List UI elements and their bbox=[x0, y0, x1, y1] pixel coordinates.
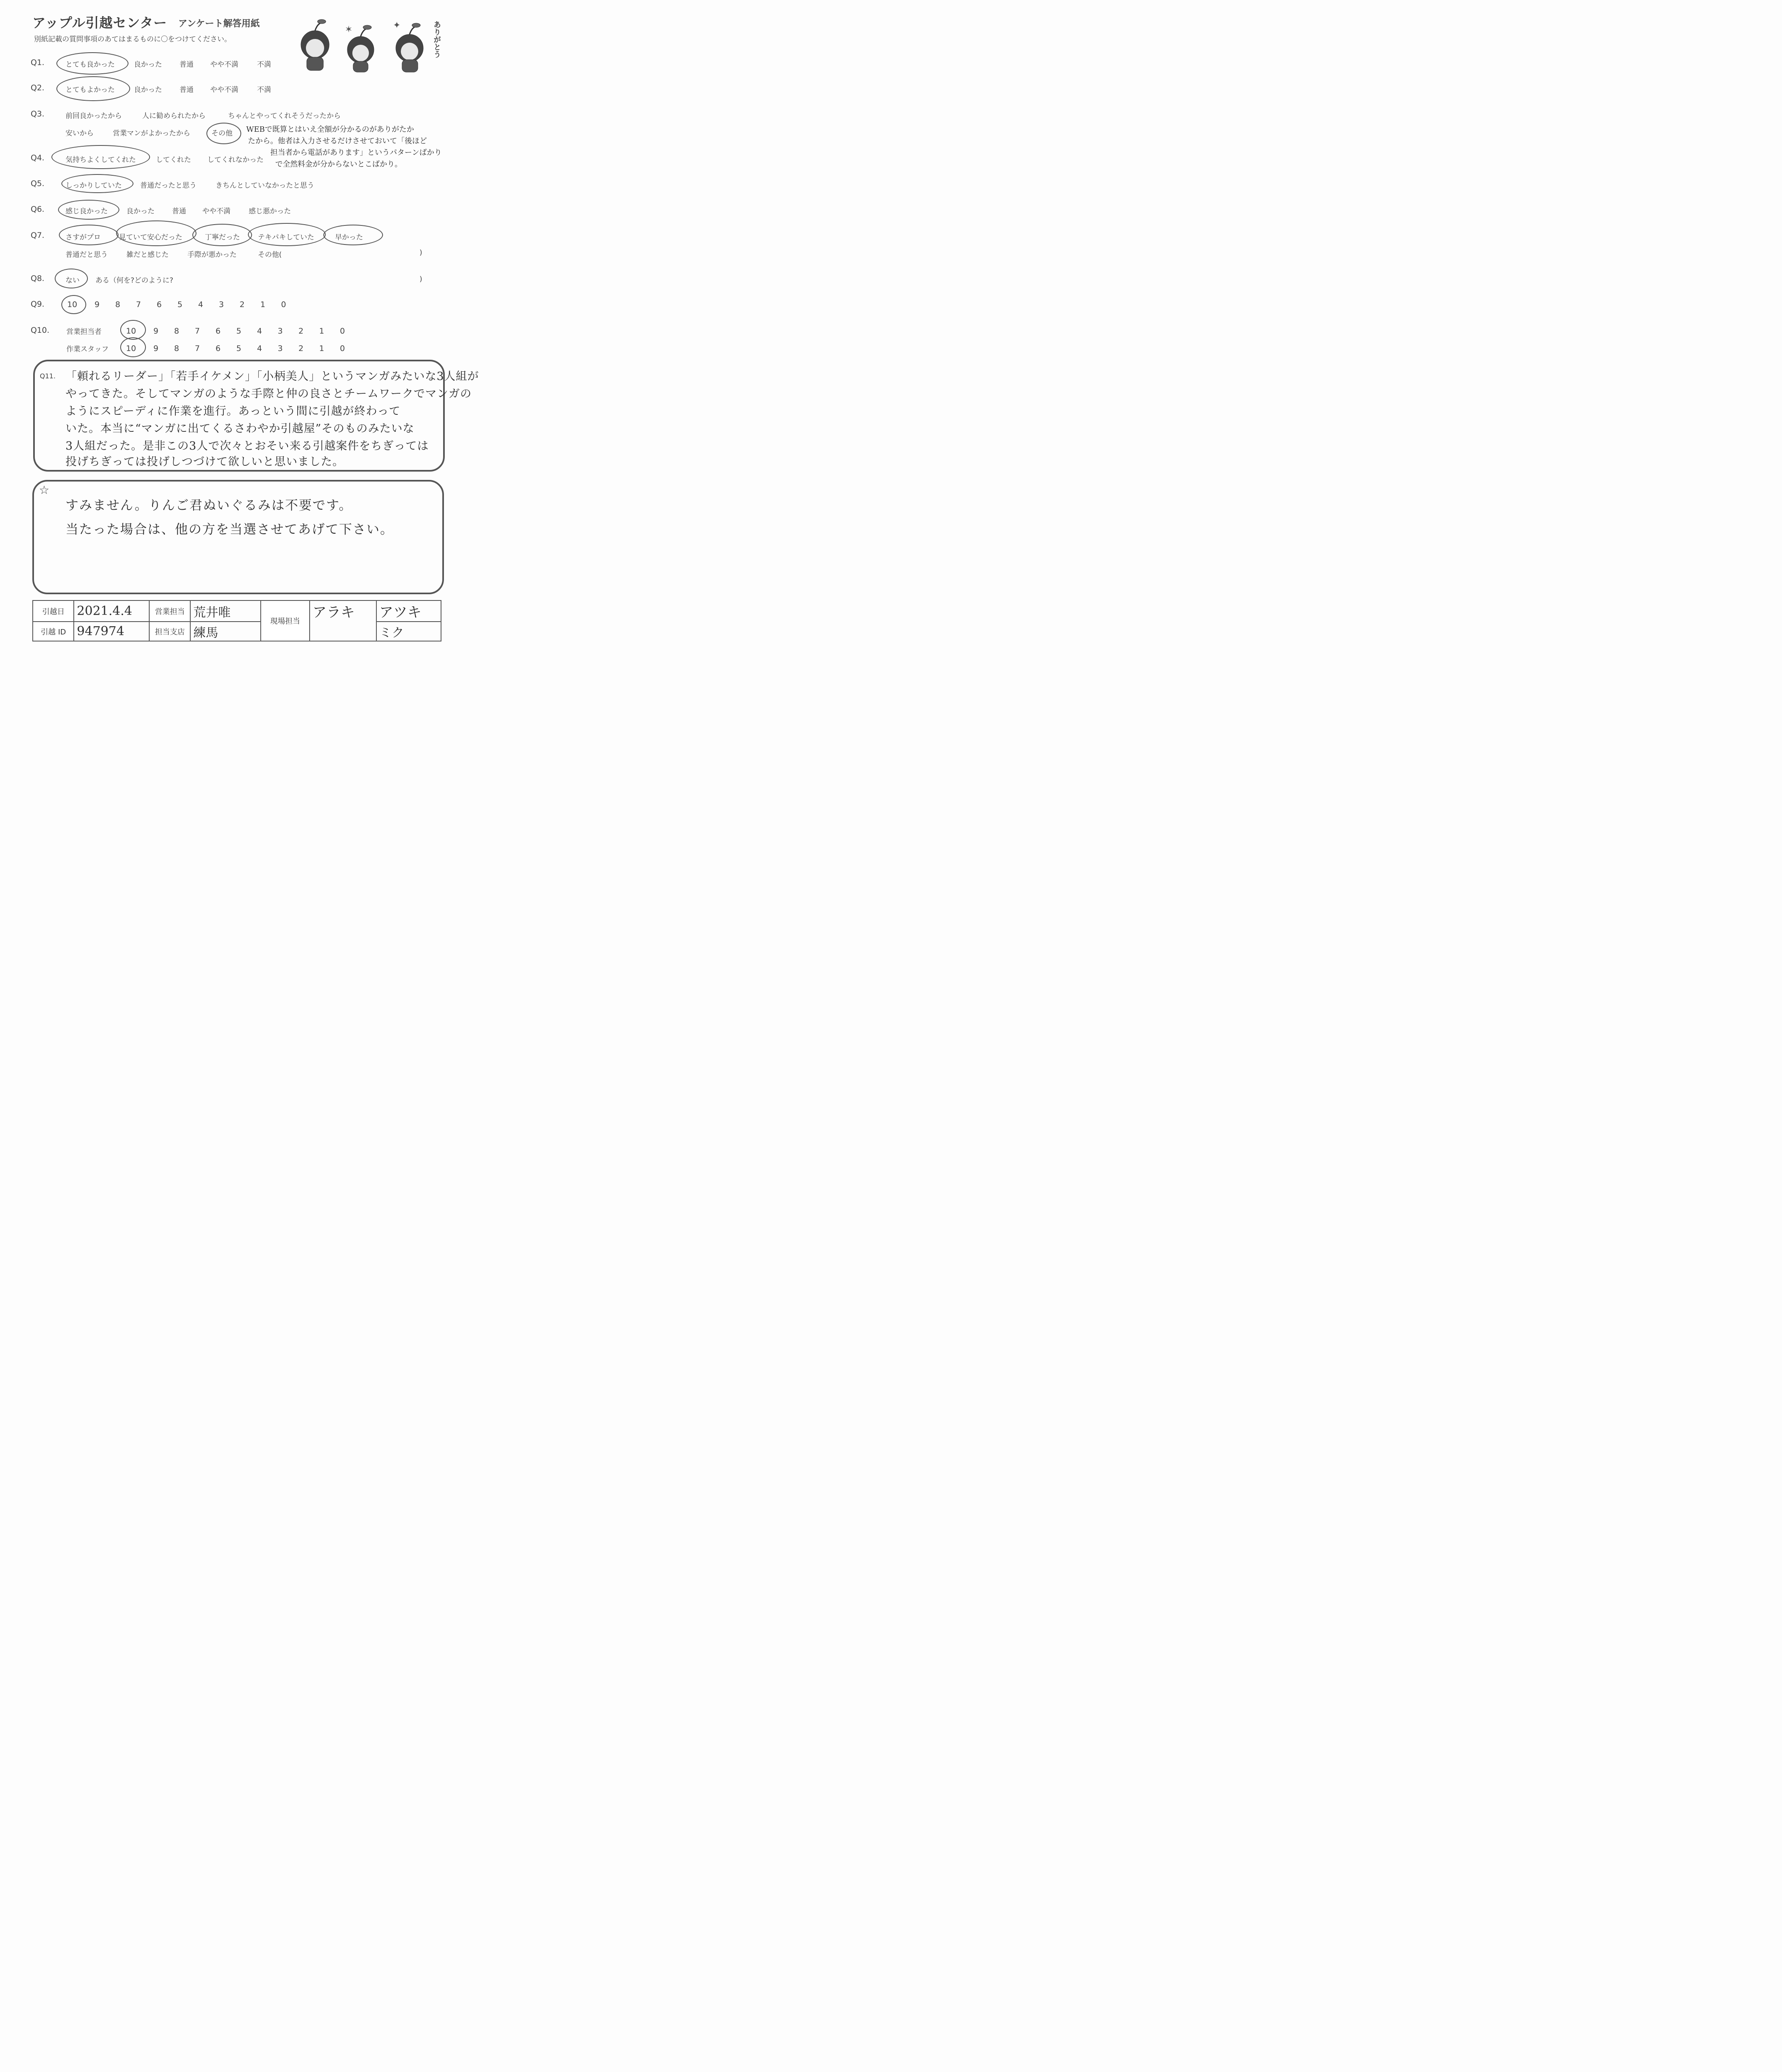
q4-selection-circle bbox=[51, 145, 150, 169]
q9-selection-circle bbox=[61, 295, 86, 314]
q9-number: Q9. bbox=[31, 300, 45, 309]
q9-score-4[interactable]: 4 bbox=[198, 300, 204, 309]
q10-sales-score-2[interactable]: 2 bbox=[298, 327, 304, 336]
q9-score-7[interactable]: 7 bbox=[136, 300, 141, 309]
q11-number: Q11. bbox=[40, 372, 56, 380]
q9-score-2[interactable]: 2 bbox=[240, 300, 245, 309]
site-staff-label: 現場担当 bbox=[261, 600, 310, 641]
q10-staff-label: 作業スタッフ bbox=[66, 345, 109, 353]
q10-sales-score-5[interactable]: 5 bbox=[236, 327, 242, 336]
q11-line-5: 3人組だった。是非この3人で次々とおそい来る引越案件をちぎっては bbox=[65, 440, 429, 453]
q8-number: Q8. bbox=[31, 274, 45, 283]
q6-option-1[interactable]: 感じ良かった bbox=[65, 207, 108, 215]
q5-option-3[interactable]: きちんとしていなかったと思う bbox=[216, 182, 314, 190]
q7-option-3[interactable]: 丁寧だった bbox=[205, 233, 240, 242]
branch-value: 練馬 bbox=[193, 625, 218, 640]
q4-option-3[interactable]: してくれなかった bbox=[207, 156, 264, 164]
q2-option-1[interactable]: とてもよかった bbox=[65, 86, 115, 94]
q10-staff-selection-circle bbox=[120, 337, 146, 357]
q10-sales-score-0[interactable]: 0 bbox=[340, 327, 345, 336]
q7-option-4[interactable]: テキパキしていた bbox=[258, 233, 314, 242]
q11-line-2: やってきた。そしてマンガのような手際と仲の良さとチームワークでマンガの bbox=[65, 387, 472, 400]
q9-score-3[interactable]: 3 bbox=[219, 300, 224, 309]
q9-score-9[interactable]: 9 bbox=[95, 300, 100, 309]
q2-option-2[interactable]: 良かった bbox=[134, 86, 162, 94]
q10-staff-score-4[interactable]: 4 bbox=[257, 344, 262, 353]
branch-label: 担当支店 bbox=[149, 622, 190, 641]
q9-score-6[interactable]: 6 bbox=[157, 300, 162, 309]
q10-staff-score-1[interactable]: 1 bbox=[319, 344, 325, 353]
q6-selection-circle bbox=[58, 200, 119, 220]
q6-option-5[interactable]: 感じ悪かった bbox=[249, 207, 291, 215]
q4-number: Q4. bbox=[31, 153, 45, 162]
q7-option-9[interactable]: その他( bbox=[258, 251, 282, 259]
q7-option-8[interactable]: 手際が悪かった bbox=[187, 251, 237, 259]
q7-number: Q7. bbox=[31, 231, 45, 240]
q3-option-6[interactable]: その他 bbox=[211, 129, 233, 138]
q2-option-4[interactable]: やや不満 bbox=[210, 86, 238, 94]
q2-selection-circle bbox=[56, 76, 130, 101]
q7-circle-2 bbox=[116, 220, 196, 246]
sales-rep-label: 営業担当 bbox=[149, 600, 190, 622]
q3-handwritten-line-3: 担当者から電話があります」というパターンばかり bbox=[270, 148, 442, 157]
page-subtitle: アンケート解答用紙 bbox=[178, 19, 260, 29]
q1-option-1[interactable]: とても良かった bbox=[65, 61, 115, 69]
q10-staff-score-3[interactable]: 3 bbox=[278, 344, 283, 353]
q7-option-7[interactable]: 雑だと感じた bbox=[126, 251, 169, 259]
q3-option-3[interactable]: ちゃんとやってくれそうだったから bbox=[228, 112, 341, 120]
q10-staff-score-0[interactable]: 0 bbox=[340, 344, 345, 353]
star-comment-line-1: すみません。りんご君ぬいぐるみは不要です。 bbox=[65, 498, 353, 513]
q11-line-1: 「頼れるリーダー」「若手イケメン」「小柄美人」というマンガみたいな3人組が bbox=[65, 370, 479, 383]
move-id-label: 引越 ID bbox=[33, 622, 74, 641]
q4-option-2[interactable]: してくれた bbox=[156, 156, 191, 164]
q9-score-5[interactable]: 5 bbox=[177, 300, 183, 309]
q10-staff-score-7[interactable]: 7 bbox=[195, 344, 200, 353]
q10-sales-score-9[interactable]: 9 bbox=[153, 327, 159, 336]
q2-option-5[interactable]: 不満 bbox=[257, 86, 271, 94]
q8-option-2[interactable]: ある（何を?どのように? bbox=[95, 276, 174, 285]
page-title: アップル引越センター bbox=[32, 15, 167, 31]
sparkle-icon: ✶ bbox=[345, 24, 353, 35]
sparkle-icon: ✦ bbox=[393, 20, 401, 31]
star-comment-line-2: 当たった場合は、他の方を当選させてあげて下さい。 bbox=[65, 522, 394, 537]
q5-option-2[interactable]: 普通だったと思う bbox=[140, 182, 196, 190]
move-id-value: 947974 bbox=[77, 624, 124, 639]
q7-option-5[interactable]: 早かった bbox=[335, 233, 363, 242]
q2-option-3[interactable]: 普通 bbox=[179, 86, 194, 94]
q11-line-6: 投げちぎっては投げしつづけて欲しいと思いました。 bbox=[65, 455, 344, 468]
q3-handwritten-line-2: たから。他者は入力させるだけさせておいて「後ほど bbox=[248, 137, 427, 145]
q10-number: Q10. bbox=[31, 326, 50, 335]
q6-option-4[interactable]: やや不満 bbox=[202, 207, 230, 215]
q9-score-1[interactable]: 1 bbox=[260, 300, 266, 309]
q10-sales-label: 営業担当者 bbox=[66, 328, 102, 336]
q7-option-2[interactable]: 見ていて安心だった bbox=[119, 233, 182, 242]
move-info-table bbox=[32, 600, 441, 641]
q5-number: Q5. bbox=[31, 179, 45, 188]
q2-number: Q2. bbox=[31, 83, 45, 92]
q3-handwritten-line-4: で全然料金が分からないとこばかり。 bbox=[275, 160, 402, 169]
q8-selection-circle bbox=[55, 269, 88, 288]
q1-option-3[interactable]: 普通 bbox=[179, 61, 194, 69]
site-staff-2: アツキ bbox=[379, 604, 422, 621]
q7-circle-4 bbox=[248, 223, 326, 246]
q11-line-3: ようにスピーディに作業を進行。あっという間に引越が終わって bbox=[65, 405, 401, 418]
q6-number: Q6. bbox=[31, 205, 45, 214]
q10-staff-score-9[interactable]: 9 bbox=[153, 344, 159, 353]
q10-sales-score-6[interactable]: 6 bbox=[216, 327, 221, 336]
q5-selection-circle bbox=[61, 174, 133, 193]
q7-option-1[interactable]: さすがプロ bbox=[65, 233, 101, 242]
q10-sales-score-4[interactable]: 4 bbox=[257, 327, 262, 336]
q10-sales-score-10[interactable]: 10 bbox=[126, 327, 136, 336]
q3-number: Q3. bbox=[31, 109, 45, 119]
q3-selection-circle bbox=[206, 123, 241, 144]
instruction-text: 別紙記載の質問事項のあてはまるものに〇をつけてください。 bbox=[34, 35, 231, 44]
move-date-value: 2021.4.4 bbox=[77, 604, 132, 618]
q4-option-1[interactable]: 気持ちよくしてくれた bbox=[65, 156, 136, 164]
q9-score-10[interactable]: 10 bbox=[67, 300, 78, 309]
q1-option-2[interactable]: 良かった bbox=[134, 61, 162, 69]
q6-option-2[interactable]: 良かった bbox=[126, 207, 155, 215]
q8-close-paren: ) bbox=[419, 275, 422, 283]
q3-option-4[interactable]: 安いから bbox=[65, 129, 94, 138]
thanks-text: ありがとう bbox=[432, 21, 441, 58]
q7-circle-3 bbox=[192, 224, 252, 246]
q10-staff-score-2[interactable]: 2 bbox=[298, 344, 304, 353]
q10-staff-score-6[interactable]: 6 bbox=[216, 344, 221, 353]
q7-option-6[interactable]: 普通だと思う bbox=[65, 251, 108, 259]
q10-sales-score-1[interactable]: 1 bbox=[319, 327, 325, 336]
q10-sales-selection-circle bbox=[120, 320, 146, 340]
q3-handwritten-line-1: WEBで既算とはいえ全額が分かるのがありがたか bbox=[246, 125, 414, 134]
q1-option-5[interactable]: 不満 bbox=[257, 61, 271, 69]
q7-circle-5 bbox=[323, 225, 383, 245]
q1-selection-circle bbox=[56, 52, 128, 75]
monkey-mascots-illustration bbox=[294, 16, 444, 74]
q9-score-8[interactable]: 8 bbox=[115, 300, 121, 309]
q10-sales-score-8[interactable]: 8 bbox=[174, 327, 179, 336]
site-staff-1: アラキ bbox=[312, 604, 355, 621]
q6-option-3[interactable]: 普通 bbox=[172, 207, 186, 215]
move-date-label: 引越日 bbox=[33, 600, 74, 622]
q3-option-1[interactable]: 前回良かったから bbox=[65, 112, 122, 120]
q1-option-4[interactable]: やや不満 bbox=[210, 61, 238, 69]
q5-option-1[interactable]: しっかりしていた bbox=[65, 182, 122, 190]
q7-close-paren: ) bbox=[419, 249, 422, 257]
q11-line-4: いた。本当に“マンガに出てくるさわやか引越屋”そのものみたいな bbox=[65, 422, 415, 435]
q3-option-5[interactable]: 営業マンがよかったから bbox=[113, 129, 190, 138]
q10-staff-score-8[interactable]: 8 bbox=[174, 344, 179, 353]
q3-option-2[interactable]: 人に勧められたから bbox=[142, 112, 206, 120]
q10-staff-score-10[interactable]: 10 bbox=[126, 344, 136, 353]
q1-number: Q1. bbox=[31, 58, 45, 67]
q10-sales-score-3[interactable]: 3 bbox=[278, 327, 283, 336]
q9-score-0[interactable]: 0 bbox=[281, 300, 286, 309]
star-icon: ☆ bbox=[39, 483, 50, 497]
site-staff-3: ミク bbox=[379, 625, 404, 640]
q7-circle-1 bbox=[59, 225, 119, 245]
sales-rep-value: 荒井唯 bbox=[193, 605, 231, 620]
q10-staff-score-5[interactable]: 5 bbox=[236, 344, 242, 353]
q8-option-1[interactable]: ない bbox=[65, 276, 80, 285]
q10-sales-score-7[interactable]: 7 bbox=[195, 327, 200, 336]
